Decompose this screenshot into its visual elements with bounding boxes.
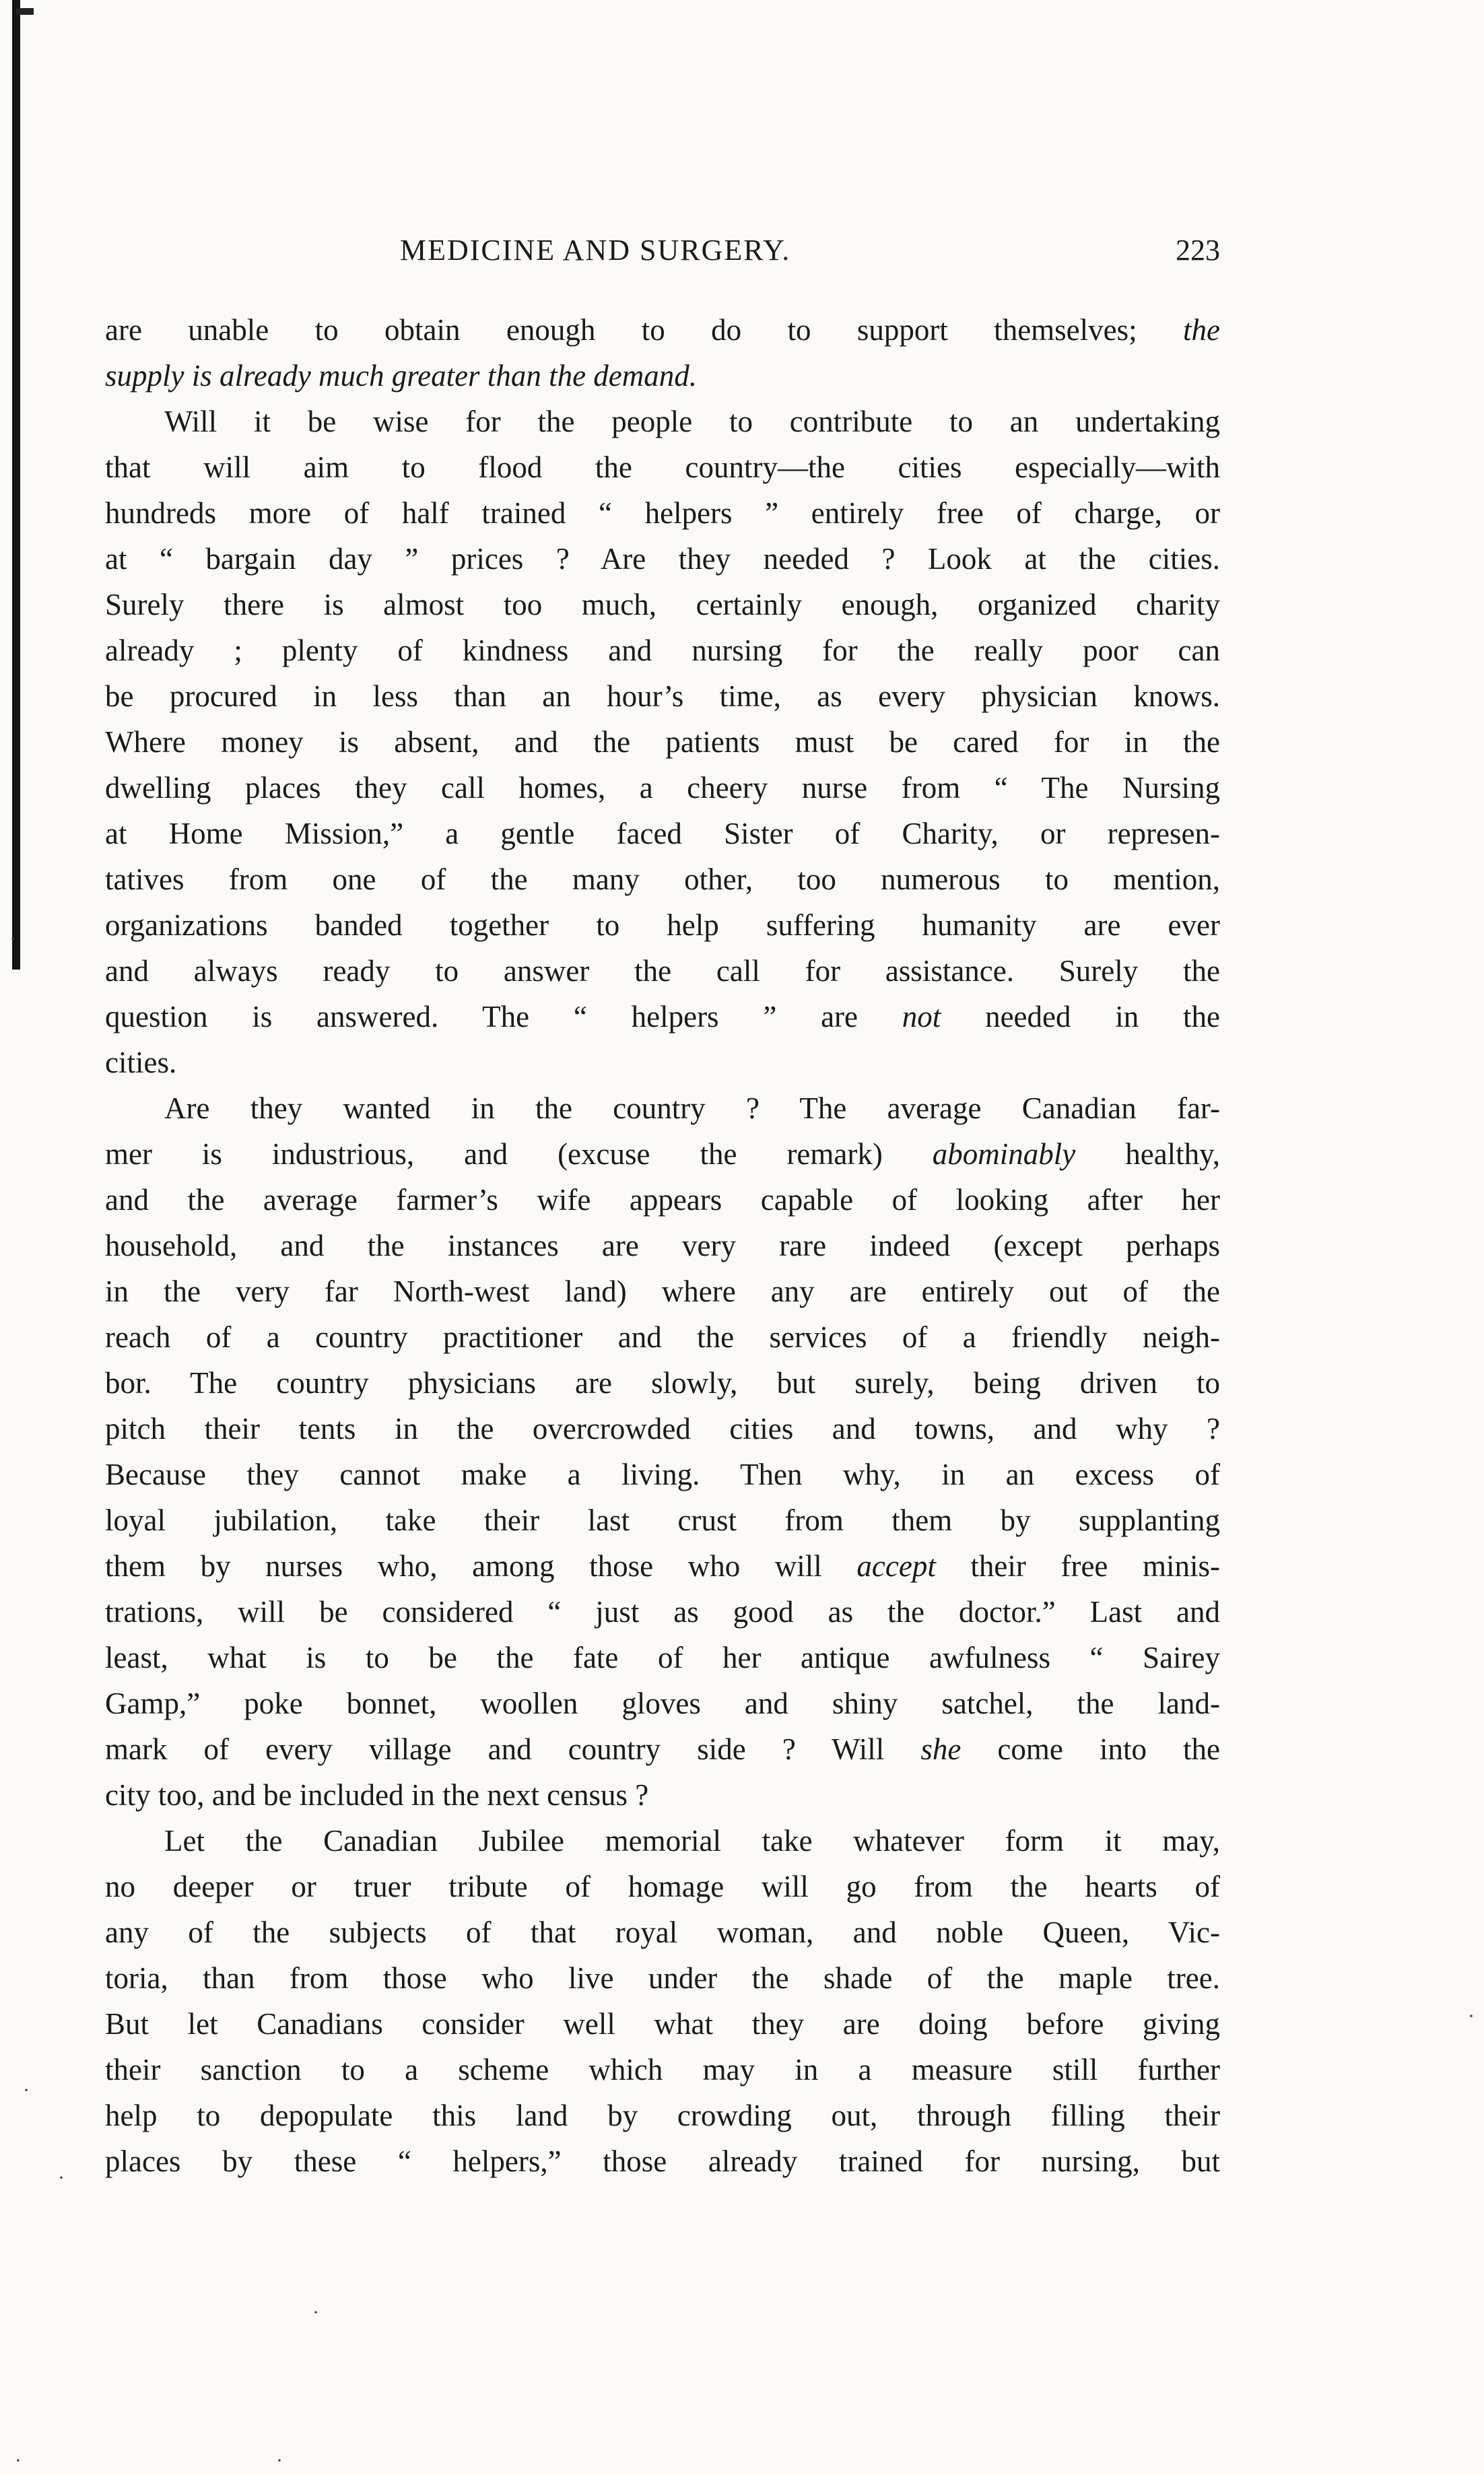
- page-header: [105, 229, 1220, 272]
- text-line: trations, will be considered “ just as good as the doctor.” Last and: [105, 1595, 1220, 1629]
- scan-speck: [16, 8, 34, 15]
- text-line: But let Canadians consider well what they are doing before giving: [105, 2007, 1220, 2041]
- margin-speck: ·: [15, 2449, 22, 2472]
- text-line: mark of every village and country side ? Will she come into the: [105, 1732, 1220, 1766]
- text-line: Where money is absent, and the patients must be cared for in the: [105, 725, 1220, 759]
- text-line: bor. The country physicians are slowly, but surely, being driven to: [105, 1366, 1220, 1400]
- running-head: MEDICINE AND SURGERY.: [400, 234, 791, 267]
- margin-speck: ·: [312, 2301, 319, 2324]
- text-line: Surely there is almost too much, certainly enough, organized charity: [105, 588, 1220, 621]
- text-line: at Home Mission,” a gentle faced Sister of Charity, or represen-: [105, 817, 1220, 850]
- text-line: Because they cannot make a living. Then why, in an excess of: [105, 1458, 1220, 1491]
- text-line: organizations banded together to help suffering humanity are ever: [105, 908, 1220, 942]
- text-line: Gamp,” poke bonnet, woollen gloves and shiny satchel, the land-: [105, 1687, 1220, 1720]
- text-line: already ; plenty of kindness and nursing for the really poor can: [105, 634, 1220, 667]
- text-line: their sanction to a scheme which may in a measure still further: [105, 2053, 1220, 2087]
- text-line: any of the subjects of that royal woman, and noble Queen, Vic-: [105, 1915, 1220, 1949]
- text-line: reach of a country practitioner and the services of a friendly neigh-: [105, 1320, 1220, 1354]
- page-spine-shadow: [12, 0, 20, 970]
- margin-speck: ·: [1468, 2005, 1475, 2027]
- paragraph-start-line: Let the Canadian Jubilee memorial take whatever form it may,: [164, 1824, 1220, 1858]
- paragraph-start-line: Will it be wise for the people to contribute to an undertaking: [164, 405, 1220, 438]
- text-line: be procured in less than an hour’s time, as every physician knows.: [105, 679, 1220, 713]
- text-line: least, what is to be the fate of her antique awfulness “ Sairey: [105, 1641, 1220, 1674]
- text-line: no deeper or truer tribute of homage will go from the hearts of: [105, 1870, 1220, 1903]
- text-line: at “ bargain day ” prices ? Are they needed ? Look at the cities.: [105, 542, 1220, 576]
- text-line: them by nurses who, among those who will accept their free minis-: [105, 1549, 1220, 1583]
- text-line: hundreds more of half trained “ helpers ” entirely free of charge, or: [105, 496, 1220, 530]
- text-line: city too, and be included in the next census ?: [105, 1778, 649, 1812]
- body-text: [105, 307, 1220, 2184]
- text-line: tatives from one of the many other, too numerous to mention,: [105, 862, 1220, 896]
- page-number: 223: [1176, 234, 1220, 267]
- margin-speck: ·: [23, 2079, 30, 2101]
- margin-speck: ·: [276, 2449, 283, 2472]
- text-line: in the very far North-west land) where any are entirely out of the: [105, 1275, 1220, 1308]
- text-line: question is answered. The “ helpers ” are not needed in the: [105, 1000, 1220, 1033]
- text-line: mer is industrious, and (excuse the remark) abominably healthy,: [105, 1137, 1220, 1171]
- text-line: household, and the instances are very rare indeed (except perhaps: [105, 1229, 1220, 1262]
- text-line: are unable to obtain enough to do to support themselves; the: [105, 313, 1220, 347]
- text-line: that will aim to flood the country—the cities especially—with: [105, 450, 1220, 484]
- text-line: and always ready to answer the call for assistance. Surely the: [105, 954, 1220, 988]
- text-line: loyal jubilation, take their last crust from them by supplanting: [105, 1503, 1220, 1537]
- text-line: places by these “ helpers,” those already trained for nursing, but: [105, 2144, 1220, 2178]
- margin-speck: ·: [9, 928, 16, 950]
- text-line: and the average farmer’s wife appears capable of looking after her: [105, 1183, 1220, 1217]
- text-line: cities.: [105, 1046, 177, 1079]
- text-line: toria, than from those who live under the shade of the maple tree.: [105, 1961, 1220, 1995]
- text-line: pitch their tents in the overcrowded cities and towns, and why ?: [105, 1412, 1220, 1446]
- paragraph-start-line: Are they wanted in the country ? The average Canadian far-: [164, 1091, 1220, 1125]
- text-line: dwelling places they call homes, a cheery nurse from “ The Nursing: [105, 771, 1220, 805]
- margin-speck: ·: [58, 2167, 65, 2189]
- text-line: help to depopulate this land by crowding out, through filling their: [105, 2099, 1220, 2132]
- text-line: supply is already much greater than the demand.: [105, 359, 698, 393]
